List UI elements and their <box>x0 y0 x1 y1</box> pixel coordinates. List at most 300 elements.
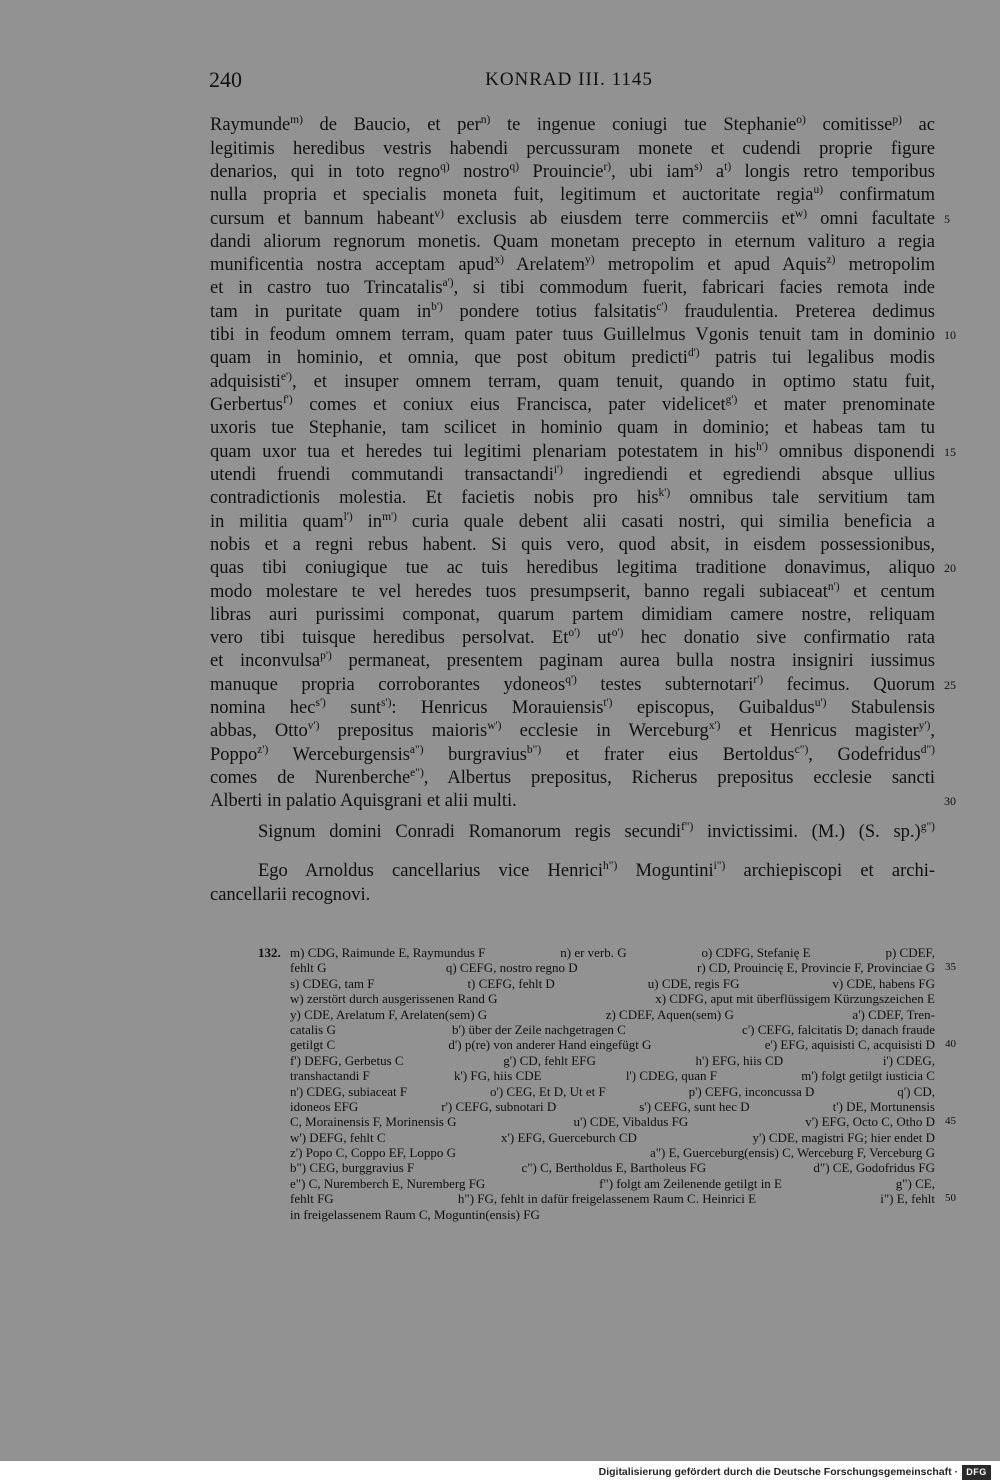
text-run: te ingenue coniugi tue Stephanie <box>490 115 797 136</box>
apparatus-note: b') über der Zeile nachgetragen C <box>452 1021 626 1037</box>
apparatus-note: a") E, Guerceburg(ensis) C, Werceburg F, Verceburg G <box>649 1145 935 1161</box>
text-run: libras auri purissimi componat, quarum partem dimidiam camere nostre, reliquam <box>210 604 935 625</box>
apparatus-note: o') CEG, Et D, Ut et F <box>490 1083 606 1099</box>
line-text <box>210 534 935 557</box>
line-text <box>210 744 935 767</box>
apparatus-note: u) CDE, regis FG <box>647 975 740 991</box>
text-line <box>210 884 935 907</box>
text-run: vero tibi tuisque heredibus persolvat. Et <box>210 628 569 649</box>
text-line <box>210 394 935 417</box>
apparatus-line-text <box>290 1191 935 1206</box>
footnote-marker: u) <box>813 184 824 197</box>
apparatus-note: s') CEFG, sunt hec D <box>639 1098 750 1114</box>
text-run: Prouincie <box>519 161 604 182</box>
footnote-marker: f') <box>282 394 293 407</box>
text-run: metropolim <box>835 255 935 276</box>
line-text <box>210 347 935 370</box>
text-run: Stabulensis <box>826 698 935 719</box>
digitization-footer <box>0 1461 1000 1484</box>
apparatus-note: transhactandi F <box>290 1068 370 1084</box>
apparatus-line-text <box>290 960 935 975</box>
text-run: et in castro tuo Trincatalis <box>210 278 443 299</box>
apparatus-note: e") C, Nuremberch E, Nuremberg FG <box>290 1175 486 1191</box>
text-run: burgravius <box>423 744 527 765</box>
text-run: archiepiscopi et archi- <box>725 861 935 882</box>
apparatus-line <box>290 1114 956 1130</box>
text-line <box>210 534 935 557</box>
text-run: Poppo <box>210 744 258 765</box>
apparatus-note: g') CD, fehlt EFG <box>503 1052 596 1068</box>
text-run: adquisisti <box>210 371 281 392</box>
line-text <box>210 884 935 907</box>
text-line <box>210 184 935 207</box>
text-run: comitisse <box>805 115 893 136</box>
text-run: ecclesie in Werceburg <box>501 721 709 742</box>
line-text <box>210 511 935 534</box>
text-run: Ego Arnoldus cancellarius vice Henrici <box>258 861 604 882</box>
text-line <box>210 487 935 510</box>
line-text <box>210 394 935 417</box>
text-line <box>210 138 935 161</box>
text-run: quam in hominio, et omnia, que post obitum predicti <box>210 348 688 369</box>
apparatus-note: p) CDEF, <box>885 945 935 960</box>
apparatus-note: x) CDFG, aput mit überflüssigem Kürzungszeichen E <box>655 991 935 1007</box>
apparatus-line-text <box>290 1099 935 1114</box>
apparatus-note: s) CDEG, tam F <box>290 975 375 991</box>
text-line <box>210 417 935 440</box>
apparatus-note: d") CE, Godofridus FG <box>813 1160 935 1176</box>
text-line <box>210 347 935 370</box>
text-run: nostro <box>449 161 510 182</box>
text-run: et mater prenominate <box>737 395 935 416</box>
apparatus-line <box>290 1176 935 1191</box>
text-run: contradictionis molestia. Et facietis nobis pro his <box>210 488 659 509</box>
line-text <box>210 767 935 790</box>
text-run: exclusis ab eiusdem terre commerciis et <box>443 208 795 229</box>
apparatus-note: f") folgt am Zeilenende getilgt in E <box>599 1175 782 1191</box>
apparatus-line <box>290 976 935 991</box>
footnote-marker: h") <box>603 860 618 873</box>
apparatus-note: r) CD, Prouincię E, Provincie F, Provinciae G <box>697 960 935 976</box>
text-run: invictissimi. (M.) (S. sp.) <box>693 822 921 843</box>
footnote-marker: q) <box>440 160 450 173</box>
apparatus-note: c") C, Bertholdus E, Bartholeus FG <box>521 1160 707 1176</box>
apparatus-note: fehlt G <box>290 960 327 976</box>
line-text <box>210 138 935 161</box>
text-run: , <box>930 721 935 742</box>
text-run: legitimis heredibus vestris habendi percussuram monete et cudendi proprie figure <box>210 138 935 159</box>
text-run: omnibus tale servitium tam <box>670 488 935 509</box>
text-line <box>210 557 956 580</box>
text-line <box>210 790 956 813</box>
apparatus-note: q') CD, <box>897 1083 935 1099</box>
text-run: fraudulentia. Preterea dedimus <box>667 301 935 322</box>
text-run: et Henricus magister <box>720 721 919 742</box>
text-run: modo molestare te vel heredes tuos presumpserit, banno regali subiaceat <box>210 581 828 602</box>
text-line <box>210 161 935 184</box>
apparatus-note: fehlt FG <box>290 1191 334 1207</box>
apparatus-note: v') EFG, Octo C, Otho D <box>805 1114 935 1130</box>
apparatus-line <box>258 945 935 960</box>
apparatus-note: z) CDEF, Aquen(sem) G <box>605 1006 734 1022</box>
apparatus-note: d') p(re) von anderer Hand eingefügt G <box>448 1037 652 1053</box>
apparatus-line-text <box>290 1053 935 1068</box>
footnote-marker: y') <box>918 720 931 733</box>
line-text <box>210 371 935 394</box>
apparatus-note: o) CDFG, Stefanię E <box>701 945 811 960</box>
text-run: : Henricus Morauiensis <box>391 698 604 719</box>
text-line <box>210 650 935 673</box>
text-run: fecimus. Quorum <box>763 674 935 695</box>
text-line <box>210 604 935 627</box>
apparatus-note: z') Popo C, Coppo EF, Loppo G <box>290 1145 456 1161</box>
footnote-marker: n') <box>827 580 840 593</box>
text-run: munificentia nostra acceptam apud <box>210 255 495 276</box>
apparatus-line-text <box>290 1037 935 1052</box>
line-number: 35 <box>945 961 956 974</box>
footnote-marker: d") <box>920 743 935 756</box>
text-line <box>210 673 956 697</box>
apparatus-note: getilgt C <box>290 1037 336 1053</box>
footnote-marker: c') <box>656 300 668 313</box>
footnote-marker: q') <box>565 673 577 686</box>
text-run: in <box>352 511 383 532</box>
text-run: Signum domini Conradi Romanorum regis secundi <box>258 822 681 843</box>
text-run: in militia quam <box>210 511 344 532</box>
text-run: nulla propria et specialis moneta fuit, legitimum et auctoritate regia <box>210 185 814 206</box>
text-run: et frater eius Bertoldus <box>541 744 795 765</box>
footnote-marker: s') <box>381 697 392 710</box>
footnote-marker: m') <box>382 510 397 523</box>
line-number: 20 <box>944 561 956 576</box>
footnote-marker: m) <box>290 114 303 127</box>
apparatus-note: q) CEFG, nostro regno D <box>445 960 578 976</box>
text-run: quam uxor tua et heredes tui legitimi plenariam potestatem in his <box>210 441 757 462</box>
text-run: ingrediendi et egrediendi absque ullius <box>562 464 935 485</box>
footnote-marker: e") <box>410 767 424 780</box>
footnote-marker: z') <box>257 743 269 756</box>
apparatus-note: idoneos EFG <box>290 1098 359 1114</box>
document-number: 132. <box>258 945 281 960</box>
funding-credit: Digitalisierung gefördert durch die Deutsche Forschungsgemeinschaft · <box>598 1466 958 1478</box>
apparatus-note: e') EFG, aquisisti C, acquisisti D <box>764 1037 935 1053</box>
apparatus-note: y') CDE, magistri FG; hier endet D <box>752 1129 935 1145</box>
footnote-marker: o') <box>568 627 581 640</box>
footnote-marker: i") <box>713 860 726 873</box>
text-run: uxoris tue Stephanie, tam scilicet in hominio quam in dominio; et habeas tam tu <box>210 418 935 439</box>
text-run: ac <box>901 115 935 136</box>
line-text <box>210 301 935 324</box>
text-run: sunt <box>325 698 382 719</box>
footnote-marker: o') <box>611 627 624 640</box>
footnote-marker: r) <box>603 160 612 173</box>
text-line <box>210 114 935 137</box>
text-run: metropolim et apud Aquis <box>594 255 827 276</box>
footnote-marker: w) <box>794 207 808 220</box>
apparatus-note: t') DE, Mortunensis <box>832 1098 935 1114</box>
text-run: abbas, Otto <box>210 721 308 742</box>
line-text <box>210 464 935 487</box>
footnote-marker: b') <box>431 300 443 313</box>
text-run: tibi in feodum omnem terram, quam pater tuus Guillelmus Vgonis tenuit tam in dominio <box>210 325 935 346</box>
line-number: 45 <box>945 1115 956 1128</box>
apparatus-note: c') CEFG, falcitatis D; danach fraude <box>742 1021 935 1037</box>
apparatus-note: h") FG, fehlt in dafür freigelassenem Raum C. Heinrici E <box>457 1191 757 1207</box>
text-run: Moguntini <box>617 861 714 882</box>
footnote-marker: a') <box>442 277 454 290</box>
apparatus-note: r') CEFG, subnotari D <box>441 1098 557 1114</box>
line-number: 5 <box>944 211 950 226</box>
text-run: Arelatem <box>503 255 585 276</box>
apparatus-line-text <box>290 991 935 1006</box>
apparatus-note: k') FG, hiis CDE <box>454 1068 542 1084</box>
text-line <box>210 821 935 844</box>
apparatus-line-text <box>290 1007 935 1022</box>
apparatus-line <box>290 1053 935 1068</box>
apparatus-line <box>290 960 956 976</box>
text-line <box>210 254 935 277</box>
apparatus-line <box>290 1160 935 1175</box>
line-text <box>210 324 935 347</box>
apparatus-line <box>290 1037 956 1053</box>
line-text <box>210 627 935 650</box>
text-run: Raymunde <box>210 115 291 136</box>
apparatus-line <box>290 1130 935 1145</box>
line-text <box>210 697 935 720</box>
apparatus-note: u') CDE, Vibaldus FG <box>573 1114 689 1130</box>
text-run: de Baucio, et per <box>302 115 481 136</box>
text-run: episcopus, Guibaldus <box>612 698 815 719</box>
text-run: , Godefridus <box>808 744 921 765</box>
text-line <box>210 860 935 883</box>
apparatus-note: t) CEFG, fehlt D <box>467 975 555 991</box>
line-text <box>210 231 935 254</box>
apparatus-note: i") E, fehlt <box>880 1191 935 1207</box>
apparatus-line-text <box>290 945 935 960</box>
apparatus-note: h') EFG, hiis CD <box>695 1052 784 1068</box>
text-run: pondere totius falsitatis <box>442 301 657 322</box>
footnote-marker: y) <box>584 254 595 267</box>
text-line <box>210 697 935 720</box>
footnote-marker: s') <box>315 697 326 710</box>
text-run: longis retro temporibus <box>731 161 935 182</box>
footnote-marker: e') <box>280 370 292 383</box>
footnote-marker: x') <box>708 720 721 733</box>
line-text <box>210 184 935 207</box>
footnote-marker: v) <box>434 207 444 220</box>
text-line <box>210 277 935 300</box>
footnote-marker: v') <box>307 720 320 733</box>
text-run: et centum <box>839 581 935 602</box>
apparatus-line <box>290 1099 935 1114</box>
apparatus-note: f') DEFG, Gerbetus C <box>290 1052 404 1068</box>
line-text <box>258 821 935 844</box>
line-text <box>210 650 935 673</box>
footnote-marker: g') <box>725 394 738 407</box>
text-line <box>210 371 935 394</box>
text-line <box>210 301 935 324</box>
apparatus-line <box>290 1207 935 1222</box>
line-text <box>210 417 935 440</box>
text-run: cursum et bannum habeant <box>210 208 435 229</box>
text-line <box>210 767 935 790</box>
text-line <box>210 511 935 534</box>
text-run: Gerbertus <box>210 395 283 416</box>
line-text <box>210 790 935 813</box>
text-run: et inconvulsa <box>210 651 321 672</box>
apparatus-line <box>290 1068 935 1083</box>
text-run: quas tibi coniugique tue ac tuis heredibus legitima traditione donavimus, aliquo <box>210 558 935 579</box>
apparatus-line-text <box>290 976 935 991</box>
apparatus-note: y) CDE, Arelatum F, Arelaten(sem) G <box>290 1006 488 1022</box>
text-line <box>210 324 956 347</box>
apparatus-line <box>290 1145 935 1160</box>
line-text <box>210 674 935 697</box>
text-line <box>210 744 935 767</box>
footnote-marker: s) <box>694 160 703 173</box>
critical-apparatus <box>258 945 956 1222</box>
text-run: comes de Nurenberche <box>210 768 411 789</box>
line-text <box>210 277 935 300</box>
apparatus-line-text <box>290 1160 935 1175</box>
footnote-marker: f") <box>680 821 694 834</box>
apparatus-line-text <box>290 1176 935 1191</box>
apparatus-line <box>290 1191 956 1207</box>
footnote-marker: b") <box>526 743 542 756</box>
apparatus-note: n') CDEG, subiaceat F <box>290 1083 408 1099</box>
dfg-logo: DFG <box>962 1465 991 1480</box>
footnote-marker: k') <box>658 487 671 500</box>
apparatus-note: a') CDEF, Tren- <box>852 1006 935 1022</box>
footnote-marker: u') <box>814 697 827 710</box>
text-run: , ubi iam <box>611 161 695 182</box>
line-text <box>210 604 935 627</box>
footnote-marker: q) <box>509 160 520 173</box>
text-run: Werceburgensis <box>268 744 410 765</box>
footnote-marker: p) <box>892 114 902 127</box>
text-line <box>210 627 935 650</box>
text-run: comes et coniux eius Francisca, pater videlicet <box>292 395 726 416</box>
apparatus-line-text <box>290 1068 935 1083</box>
apparatus-line-text <box>290 1084 935 1099</box>
footnote-marker: d') <box>687 347 700 360</box>
apparatus-note: i') CDEG, <box>882 1052 935 1068</box>
line-number: 25 <box>944 677 956 692</box>
footnote-marker: n) <box>480 114 491 127</box>
line-number: 15 <box>944 444 956 459</box>
text-run: testes subternotari <box>576 674 754 695</box>
line-text <box>258 860 935 883</box>
footnote-marker: i') <box>553 463 563 476</box>
apparatus-line-text <box>290 1130 935 1145</box>
apparatus-note: m') folgt getilgt iusticia C <box>801 1068 935 1084</box>
footnote-marker: t) <box>724 160 732 173</box>
line-text <box>210 441 935 464</box>
footnote-marker: l') <box>343 510 353 523</box>
text-run: confirmatum <box>823 185 935 206</box>
text-run: Alberti in palatio Aquisgrani et alii multi. <box>210 791 517 812</box>
line-number: 40 <box>945 1038 956 1051</box>
line-text <box>210 487 935 510</box>
apparatus-line <box>290 1007 935 1022</box>
footnote-marker: o) <box>796 114 806 127</box>
apparatus-note: catalis G <box>290 1021 336 1037</box>
text-run: omnibus disponendi <box>767 441 935 462</box>
footnote-marker: x) <box>494 254 504 267</box>
text-line <box>210 581 935 604</box>
text-line <box>210 720 935 743</box>
line-text <box>210 720 935 743</box>
text-run: patris tui legalibus modis <box>699 348 935 369</box>
text-run: , Albertus prepositus, Richerus prepositus ecclesie sancti <box>423 768 935 789</box>
text-run: a <box>702 161 725 182</box>
apparatus-note: p') CEFG, inconcussa D <box>688 1083 815 1099</box>
text-line <box>210 207 950 231</box>
charter-text <box>210 114 956 813</box>
apparatus-note: b") CEG, burggravius F <box>290 1160 415 1176</box>
apparatus-line-text <box>290 1207 935 1222</box>
text-run: curia quale debent alii casati nostri, qui similia beneficia a <box>396 511 935 532</box>
footnote-marker: a") <box>409 743 424 756</box>
apparatus-note: in freigelassenem Raum C, Moguntin(ensis) FG <box>290 1206 540 1222</box>
apparatus-line-text <box>290 1145 935 1160</box>
text-run: ut <box>580 628 612 649</box>
apparatus-note: n) er verb. G <box>560 945 627 960</box>
text-run: prepositus maioris <box>319 721 488 742</box>
apparatus-line <box>290 1084 935 1099</box>
line-text <box>210 254 935 277</box>
text-run: denarios, qui in toto regno <box>210 161 441 182</box>
line-text <box>210 161 935 184</box>
signum-line <box>210 821 935 844</box>
text-run: permaneat, presentem paginam aurea bulla nostra insigniri iussimus <box>331 651 935 672</box>
text-run: dandi aliorum regnorum monetis. Quam monetam precepto in eternum valituro a regia <box>210 231 935 252</box>
footnote-marker: c") <box>794 743 809 756</box>
apparatus-line-text <box>290 1114 935 1129</box>
apparatus-line-text <box>290 1022 935 1037</box>
text-run: manuque propria corroborantes ydoneos <box>210 674 566 695</box>
apparatus-note: l') CDEG, quan F <box>625 1068 717 1084</box>
footnote-marker: t') <box>603 697 613 710</box>
footnote-marker: r') <box>753 673 764 686</box>
apparatus-note: v) CDE, habens FG <box>832 975 935 991</box>
text-run: utendi fruendi commutandi transactandi <box>210 464 554 485</box>
apparatus-line <box>290 1022 935 1037</box>
apparatus-note: x') EFG, Guerceburch CD <box>501 1129 637 1145</box>
text-run: omni facultate <box>807 208 935 229</box>
line-text <box>210 208 935 231</box>
apparatus-note: g") CE, <box>895 1175 935 1191</box>
apparatus-line <box>290 991 935 1006</box>
text-line <box>210 440 956 464</box>
footnote-marker: w') <box>487 720 502 733</box>
running-title: KONRAD III. 1145 <box>485 69 653 90</box>
text-run: , et insuper omnem terram, quam tenuit, quando in optimo statu fuit, <box>291 371 935 392</box>
text-run: , si tibi commodum fuerit, fabricari facies remota inde <box>453 278 935 299</box>
text-run: nobis et a regni rebus habent. Si quis vero, quod absit, in eisdem possessionibus, <box>210 534 935 555</box>
apparatus-note: w) zerstört durch ausgerissenen Rand G <box>290 991 498 1007</box>
footnote-marker: z) <box>826 254 836 267</box>
text-run: tam in puritate quam in <box>210 301 432 322</box>
line-number: 10 <box>944 328 956 343</box>
text-line <box>210 231 935 254</box>
footnote-marker: h') <box>756 440 768 453</box>
line-number: 30 <box>944 794 956 809</box>
line-text <box>210 114 935 137</box>
recognition-clause <box>210 860 935 907</box>
line-number: 50 <box>945 1192 956 1205</box>
text-line <box>210 464 935 487</box>
